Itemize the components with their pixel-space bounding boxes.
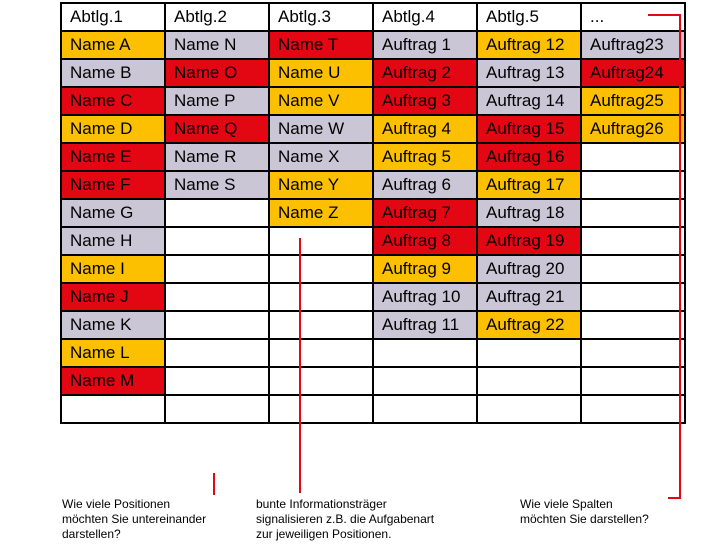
grid-row [61,199,685,227]
empty-cell [269,255,373,283]
grid-row [61,227,685,255]
empty-cell [581,311,685,339]
position-cell: Name H [61,227,165,255]
position-cell: Auftrag 12 [477,31,581,59]
position-cell: Name O [165,59,269,87]
empty-cell [61,395,165,423]
position-cell: Name V [269,87,373,115]
empty-cell [581,171,685,199]
empty-cell [269,283,373,311]
position-cell: Auftrag26 [581,115,685,143]
position-cell: Auftrag 16 [477,143,581,171]
grid-body [61,31,685,423]
grid-row [61,255,685,283]
position-cell: Auftrag 11 [373,311,477,339]
position-cell: Name L [61,339,165,367]
empty-cell [373,339,477,367]
grid-row [61,31,685,59]
colors-pointer-line [299,238,301,493]
positions-note: Wie viele Positionen möchten Sie untereinander darstellen? [62,497,207,541]
empty-cell [477,395,581,423]
empty-cell [165,227,269,255]
empty-cell [581,227,685,255]
position-cell: Name W [269,115,373,143]
position-cell: Name Z [269,199,373,227]
position-cell: Name U [269,59,373,87]
empty-cell [581,339,685,367]
grid-row [61,143,685,171]
grid-row [61,283,685,311]
empty-cell [269,339,373,367]
grid-row [61,367,685,395]
empty-cell [581,367,685,395]
empty-cell [165,283,269,311]
empty-cell [581,283,685,311]
position-cell: Name S [165,171,269,199]
position-cell: Auftrag 22 [477,311,581,339]
empty-cell [165,255,269,283]
department-grid [60,2,686,424]
column-header: Abtlg.5 [477,3,581,31]
empty-cell [269,227,373,255]
column-header: Abtlg.2 [165,3,269,31]
position-cell: Auftrag 1 [373,31,477,59]
empty-cell [477,367,581,395]
position-cell: Auftrag 4 [373,115,477,143]
colors-note: bunte Informationsträger signalisieren z.B. die Aufgabenart zur jeweiligen Positionen. [256,497,435,541]
grid-row [61,311,685,339]
position-cell: Auftrag 18 [477,199,581,227]
position-cell: Auftrag 8 [373,227,477,255]
position-cell: Auftrag 6 [373,171,477,199]
position-cell: Auftrag 3 [373,87,477,115]
position-cell: Auftrag 15 [477,115,581,143]
position-cell: Name A [61,31,165,59]
position-cell: Auftrag 2 [373,59,477,87]
position-cell: Name I [61,255,165,283]
position-cell: Name X [269,143,373,171]
empty-cell [581,143,685,171]
position-cell: Auftrag 5 [373,143,477,171]
empty-cell [269,311,373,339]
empty-cell [165,367,269,395]
empty-cell [269,395,373,423]
column-header: Abtlg.1 [61,3,165,31]
position-cell: Name G [61,199,165,227]
position-cell: Auftrag 10 [373,283,477,311]
position-cell: Name B [61,59,165,87]
grid-row [61,115,685,143]
position-cell: Auftrag 7 [373,199,477,227]
position-cell: Auftrag 14 [477,87,581,115]
columns-pointer-bottom [668,497,681,499]
column-header: Abtlg.3 [269,3,373,31]
position-cell: Name T [269,31,373,59]
empty-cell [477,339,581,367]
empty-cell [373,395,477,423]
position-cell: Auftrag 13 [477,59,581,87]
position-cell: Auftrag 20 [477,255,581,283]
position-cell: Auftrag 17 [477,171,581,199]
grid-row [61,395,685,423]
position-cell: Auftrag23 [581,31,685,59]
empty-cell [269,367,373,395]
position-cell: Name E [61,143,165,171]
empty-cell [581,199,685,227]
position-cell: Auftrag 19 [477,227,581,255]
grid-row [61,339,685,367]
position-cell: Auftrag 21 [477,283,581,311]
grid-header-row [61,3,685,31]
columns-pointer-vertical [679,14,681,499]
position-cell: Name K [61,311,165,339]
empty-cell [165,395,269,423]
position-cell: Auftrag24 [581,59,685,87]
grid-row [61,171,685,199]
position-cell: Name Y [269,171,373,199]
columns-note: Wie viele Spalten möchten Sie darstellen? [520,497,649,526]
position-cell: Name R [165,143,269,171]
grid-row [61,59,685,87]
position-cell: Auftrag25 [581,87,685,115]
empty-cell [581,255,685,283]
column-header: ... [581,3,685,31]
empty-cell [373,367,477,395]
grid-row [61,87,685,115]
position-cell: Name Q [165,115,269,143]
position-cell: Name N [165,31,269,59]
empty-cell [165,199,269,227]
position-cell: Name C [61,87,165,115]
position-cell: Auftrag 9 [373,255,477,283]
position-cell: Name F [61,171,165,199]
positions-pointer-line [213,473,215,495]
position-cell: Name J [61,283,165,311]
position-cell: Name M [61,367,165,395]
empty-cell [581,395,685,423]
position-cell: Name D [61,115,165,143]
empty-cell [165,339,269,367]
position-cell: Name P [165,87,269,115]
empty-cell [165,311,269,339]
column-header: Abtlg.4 [373,3,477,31]
columns-pointer-top [648,14,680,16]
